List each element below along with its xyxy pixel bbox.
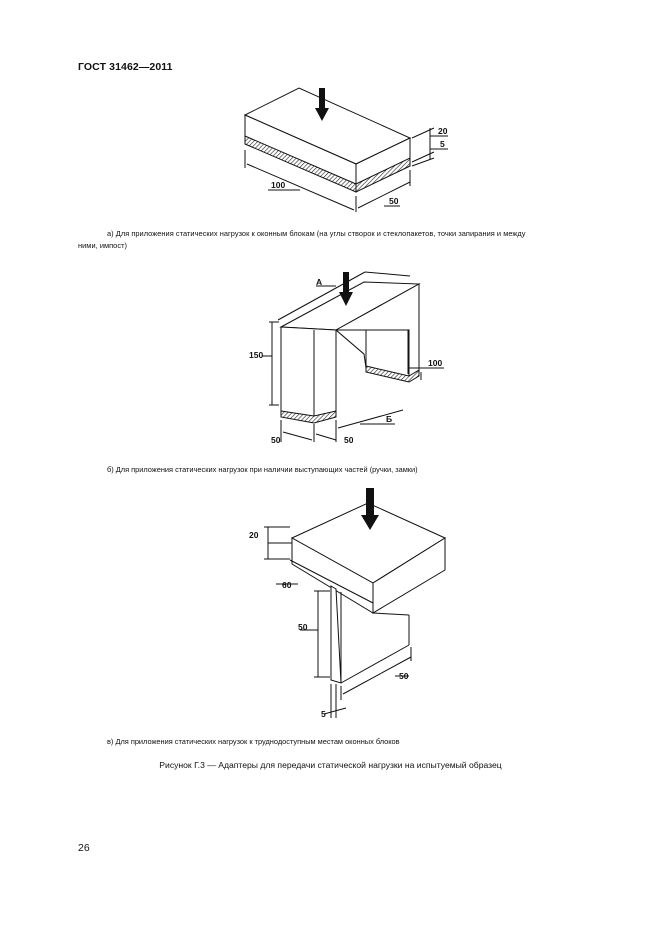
figure-a-caption [78, 228, 614, 252]
dim-a-50: 50 [389, 196, 399, 206]
dim-b-100: 100 [428, 358, 443, 368]
dim-v-50-vertical: 50 [298, 622, 308, 632]
document-header: ГОСТ 31462—2011 [78, 61, 173, 73]
dim-b-150: 150 [249, 350, 264, 360]
dim-a-100: 100 [271, 180, 286, 190]
figure-v-drawing [245, 485, 455, 721]
figure-b-caption: б) Для приложения статических нагрузок при наличии выступающих частей (ручки, замки) [107, 465, 418, 474]
dim-b-50-left: 50 [271, 435, 281, 445]
block-b-front-face [281, 327, 336, 418]
figure-a-drawing [230, 82, 460, 218]
block-v-column-front [331, 586, 341, 683]
figure-a-caption-line1: а) Для приложения статических нагрузок к оконным блокам (на углы створок и стеклопакетов, точки запирания и между [107, 229, 526, 238]
dim-a-20: 20 [438, 126, 448, 136]
dim-b-A: А [316, 277, 323, 287]
figure-a-caption-line2: ними, импост) [78, 241, 128, 250]
figure-v-caption: в) Для приложения статических нагрузок к труднодоступным местам оконных блоков [107, 737, 400, 746]
figure-b-drawing [245, 262, 455, 450]
figure-title: Рисунок Г.3 — Адаптеры для передачи статической нагрузки на испытуемый образец [159, 760, 502, 770]
dim-v-50-horizontal: 50 [399, 671, 409, 681]
page-number: 26 [78, 842, 90, 854]
dim-a-5: 5 [440, 139, 445, 149]
dim-b-50-right: 50 [344, 435, 354, 445]
dim-v-20: 20 [249, 530, 259, 540]
dim-v-5: 5 [321, 709, 326, 719]
dim-b-B: Б [386, 414, 393, 424]
dim-v-60: 60 [282, 580, 292, 590]
